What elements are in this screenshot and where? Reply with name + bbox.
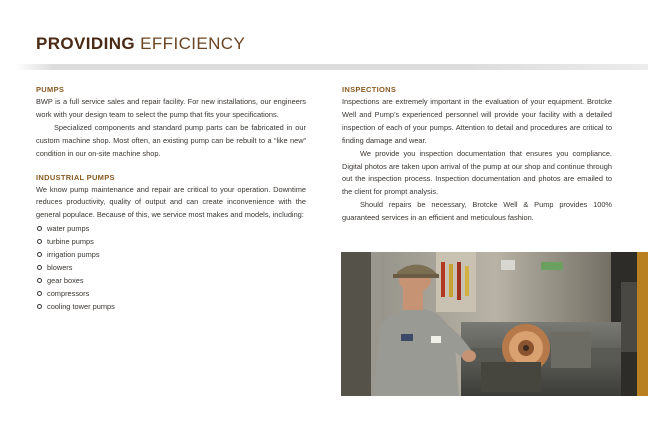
inspections-paragraph-3: Should repairs be necessary, Brotcke Well & Pump provides 100% guaranteed services in an efficient and meticulous fashion. xyxy=(342,200,612,223)
industrial-paragraph: We know pump maintenance and repair are critical to your operation. Downtime reduces productivity, quality of output and can create inconvenience with the general populace. Because of this, we service most makes and models, including: xyxy=(36,184,306,220)
title-light: EFFICIENCY xyxy=(140,34,246,53)
list-item: cooling tower pumps xyxy=(36,300,306,313)
pumps-paragraph-1: BWP is a full service sales and repair facility. For new installations, our engineers work with your design team to select the pump that fits your specifications. xyxy=(36,97,306,119)
left-column xyxy=(36,84,306,313)
machinist-illustration xyxy=(341,252,648,396)
list-item: gear boxes xyxy=(36,274,306,287)
industrial-pumps-heading: INDUSTRIAL PUMPS xyxy=(36,172,115,182)
pumps-paragraph-2: Specialized components and standard pump parts can be fabricated in our custom machine shop. Most often, an existing pump can be rebuilt to a “like new” condition in our on-site machine shop. xyxy=(36,122,306,158)
inspections-heading: INSPECTIONS xyxy=(342,85,397,94)
right-column xyxy=(342,84,612,225)
pump-types-list xyxy=(36,222,306,313)
inspections-paragraph-1: Inspections are extremely important in the evaluation of your equipment. Brotcke Well and Pump’s experienced personnel will provide your facility with a detailed inspection of each of your pumps. Attention to detail and procedures are critical to finding damage and wear. xyxy=(342,97,612,145)
inspections-paragraph-2: We provide you inspection documentation that ensures you compliance. Digital photos are taken upon arrival of the pump at our shop and continue through out the inspection process. Inspection documentation and photos are emailed to the client for prompt analysis. xyxy=(342,148,612,197)
list-item: compressors xyxy=(36,287,306,300)
list-item: turbine pumps xyxy=(36,235,306,248)
pumps-heading: PUMPS xyxy=(36,85,65,94)
title-divider xyxy=(16,64,648,70)
list-item: irrigation pumps xyxy=(36,248,306,261)
page-title xyxy=(36,33,245,55)
title-bold: PROVIDING xyxy=(36,34,136,53)
machinist-photo xyxy=(341,252,648,396)
list-item: blowers xyxy=(36,261,306,274)
list-item: water pumps xyxy=(36,222,306,235)
